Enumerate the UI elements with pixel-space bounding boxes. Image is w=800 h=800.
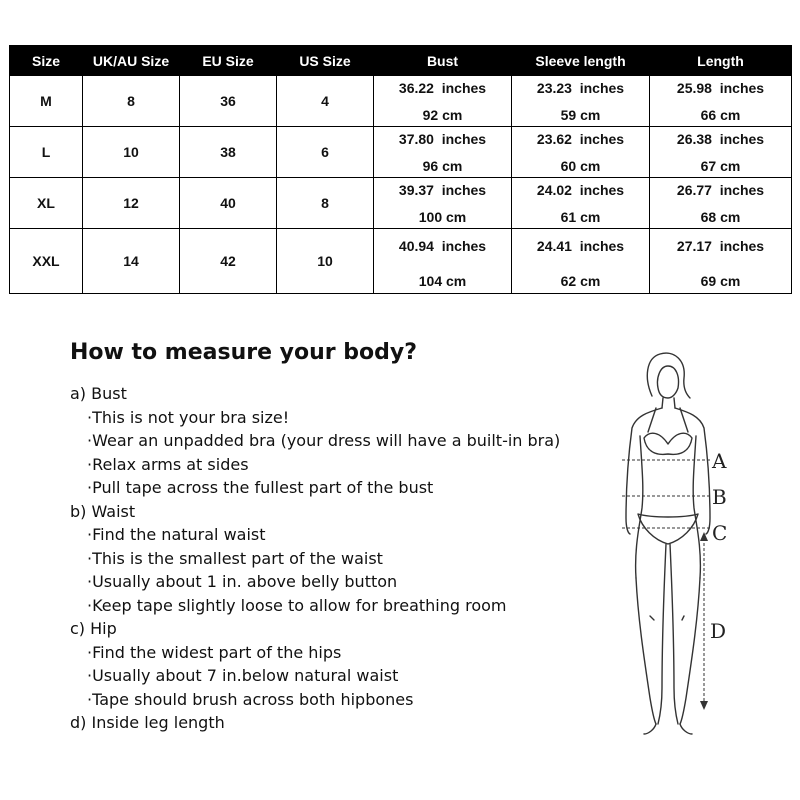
measurement-lines	[622, 460, 712, 704]
list-item: ·Wear an unpadded bra (your dress will have a built-in bra)	[87, 431, 561, 450]
cell-bust	[374, 127, 512, 178]
length-inches: 27.17 inches	[676, 238, 765, 254]
list-item: ·This is the smallest part of the waist	[87, 548, 383, 568]
table-row	[10, 76, 792, 127]
cell-size: M	[10, 76, 83, 127]
section-heading-bust: a) Bust	[70, 384, 127, 403]
cell-eu: 36	[180, 76, 277, 127]
list-item: ·Pull tape across the fullest part of the bust	[87, 478, 434, 497]
header-eu-size: EU Size	[180, 46, 277, 76]
length-inches: 26.77 inches	[676, 182, 765, 198]
section-heading-waist: b) Waist	[70, 501, 136, 521]
cell-length	[650, 229, 792, 294]
figure-outline	[626, 353, 710, 734]
header-bust: Bust	[374, 46, 512, 76]
cell-uk-au: 14	[83, 229, 180, 294]
sleeve-inches: 23.23 inches	[536, 80, 625, 96]
sleeve-cm: 59 cm	[560, 107, 601, 123]
header-us-size: US Size	[277, 46, 374, 76]
bust-cm: 96 cm	[422, 158, 463, 174]
cell-sleeve	[512, 127, 650, 178]
section-heading-inside-leg: d) Inside leg length	[70, 713, 225, 732]
size-chart-table	[9, 45, 792, 294]
cell-size: XXL	[10, 229, 83, 294]
cell-us: 6	[277, 127, 374, 178]
cell-uk-au: 12	[83, 178, 180, 229]
cell-bust	[374, 76, 512, 127]
cell-sleeve	[512, 76, 650, 127]
cell-us: 4	[277, 76, 374, 127]
sleeve-cm: 60 cm	[560, 158, 601, 174]
cell-bust	[374, 178, 512, 229]
cell-eu: 42	[180, 229, 277, 294]
cell-uk-au: 10	[83, 127, 180, 178]
cell-length	[650, 127, 792, 178]
table-row	[10, 229, 792, 294]
bust-inches: 36.22 inches	[398, 80, 487, 96]
table-row	[10, 178, 792, 229]
list-item: ·Find the widest part of the hips	[87, 642, 342, 662]
sleeve-inches: 23.62 inches	[536, 131, 625, 147]
length-cm: 67 cm	[700, 158, 741, 174]
sleeve-inches: 24.02 inches	[536, 182, 625, 198]
cell-us: 8	[277, 178, 374, 229]
length-cm: 66 cm	[700, 107, 741, 123]
cell-length	[650, 178, 792, 229]
length-cm: 68 cm	[700, 209, 741, 225]
bust-cm: 100 cm	[418, 209, 467, 225]
bust-inches: 39.37 inches	[398, 182, 487, 198]
list-item: ·This is not your bra size!	[87, 407, 290, 427]
cell-us: 10	[277, 229, 374, 294]
sleeve-inches: 24.41 inches	[536, 238, 625, 254]
length-inches: 26.38 inches	[676, 131, 765, 147]
table-row	[10, 127, 792, 178]
length-inches: 25.98 inches	[676, 80, 765, 96]
label-d: D	[710, 619, 727, 643]
table-header-row	[10, 46, 792, 76]
body-measurement-figure	[600, 348, 750, 748]
cell-length	[650, 76, 792, 127]
list-item: ·Usually about 7 in.below natural waist	[87, 666, 399, 685]
label-c: C	[712, 521, 728, 545]
bust-cm: 92 cm	[422, 107, 463, 123]
list-item: ·Usually about 1 in. above belly button	[87, 572, 398, 591]
bust-inches: 40.94 inches	[398, 238, 487, 254]
list-item: ·Tape should brush across both hipbones	[87, 689, 414, 709]
measure-title: How to measure your body?	[70, 340, 418, 365]
label-a: A	[712, 449, 727, 473]
bust-inches: 37.80 inches	[398, 131, 487, 147]
cell-bust	[374, 229, 512, 294]
list-item: ·Relax arms at sides	[87, 454, 249, 474]
sleeve-cm: 61 cm	[560, 209, 601, 225]
cell-size: XL	[10, 178, 83, 229]
cell-size: L	[10, 127, 83, 178]
header-sleeve-length: Sleeve length	[512, 46, 650, 76]
label-b: B	[712, 485, 727, 509]
measure-instructions	[70, 382, 590, 735]
bust-cm: 104 cm	[418, 273, 467, 289]
arrow-down-icon	[700, 701, 708, 710]
cell-eu: 38	[180, 127, 277, 178]
cell-sleeve	[512, 229, 650, 294]
measurement-labels	[710, 449, 727, 643]
header-size: Size	[10, 46, 83, 76]
cell-eu: 40	[180, 178, 277, 229]
header-length: Length	[650, 46, 792, 76]
cell-sleeve	[512, 178, 650, 229]
list-item: ·Keep tape slightly loose to allow for breathing room	[87, 595, 507, 615]
length-cm: 69 cm	[700, 273, 741, 289]
header-uk-au-size: UK/AU Size	[83, 46, 180, 76]
cell-uk-au: 8	[83, 76, 180, 127]
list-item: ·Find the natural waist	[87, 525, 266, 544]
sleeve-cm: 62 cm	[560, 273, 601, 289]
section-heading-hip: c) Hip	[70, 619, 117, 638]
